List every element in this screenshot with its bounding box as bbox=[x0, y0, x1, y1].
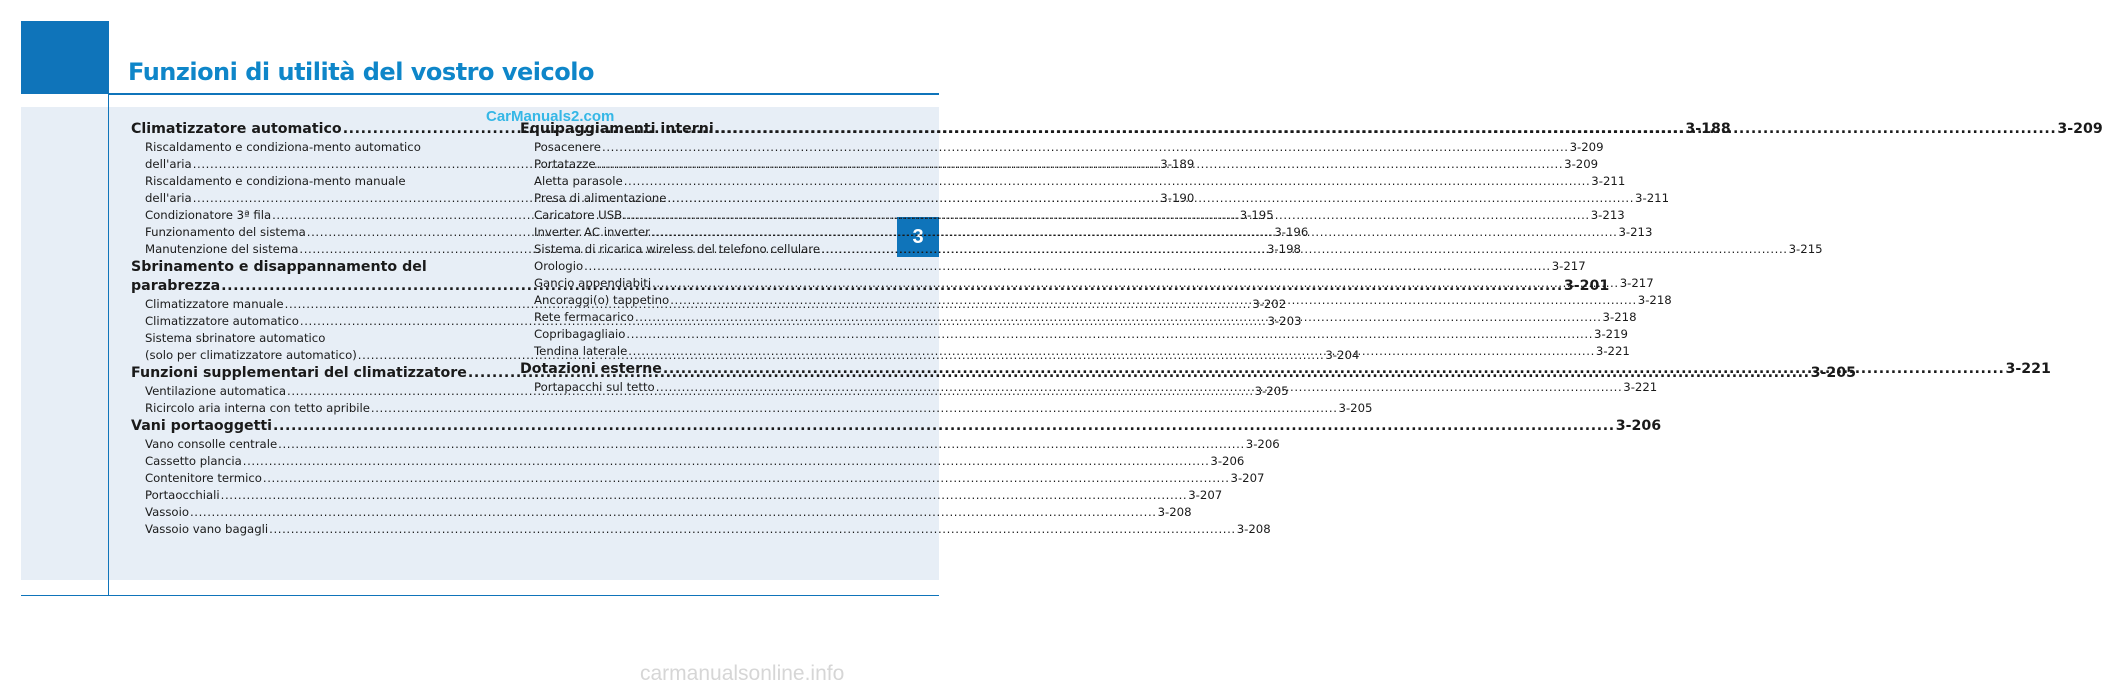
dot-leader bbox=[635, 309, 1602, 326]
toc-entry-text: Funzioni supplementari del climatizzatore bbox=[131, 365, 467, 381]
toc-entry-text: Portaocchiali bbox=[145, 488, 220, 502]
toc-entry-text: Portatazze bbox=[534, 157, 596, 171]
dot-leader bbox=[656, 379, 1623, 396]
toc-entry-text: Climatizzatore automatico bbox=[145, 314, 299, 328]
toc-page-number: 3-217 bbox=[1551, 259, 1586, 273]
dot-leader bbox=[221, 487, 1188, 504]
toc-entry-text: Climatizzatore automatico bbox=[131, 121, 342, 137]
toc-entry-text: Dotazioni esterne bbox=[520, 361, 662, 377]
toc-entry[interactable] bbox=[131, 487, 1223, 504]
dot-leader bbox=[667, 190, 1634, 207]
toc-entry-text: Riscaldamento e condiziona-mento automatico bbox=[145, 140, 421, 154]
toc-entry-text: Aletta parasole bbox=[534, 174, 623, 188]
toc-entry-text: Tendina laterale bbox=[534, 344, 628, 358]
toc-page-number: 3-207 bbox=[1230, 471, 1265, 485]
toc-entry[interactable] bbox=[131, 521, 1271, 538]
toc-entry[interactable] bbox=[131, 504, 1192, 521]
dot-leader bbox=[670, 292, 1637, 309]
dot-leader bbox=[623, 207, 1590, 224]
dot-leader bbox=[715, 120, 2057, 139]
toc-entry[interactable] bbox=[520, 258, 1586, 275]
toc-page-number: 3-205 bbox=[1338, 401, 1373, 415]
toc-entry-text: Orologio bbox=[534, 259, 584, 273]
toc-section-heading[interactable] bbox=[131, 417, 1662, 436]
toc-entry-text: Vassoio bbox=[145, 505, 189, 519]
toc-entry-text: Equipaggiamenti interni bbox=[520, 121, 714, 137]
toc-entry[interactable] bbox=[520, 326, 1628, 343]
toc-page-number: 3-201 bbox=[1563, 278, 1610, 294]
toc-entry-text: Inverter AC inverter bbox=[534, 225, 650, 239]
toc-entry[interactable] bbox=[131, 470, 1265, 487]
toc-section-heading-continued bbox=[131, 258, 480, 277]
toc-page-number: 3-195 bbox=[1239, 208, 1274, 222]
toc-entry-text: Ricircolo aria interna con tetto apribile bbox=[145, 401, 370, 415]
toc-page-number: 3-213 bbox=[1590, 208, 1625, 222]
toc-entry-text: Manutenzione del sistema bbox=[145, 242, 299, 256]
toc-page-number: 3-215 bbox=[1788, 242, 1823, 256]
toc-entry-text: Portapacchi sul tetto bbox=[534, 380, 655, 394]
toc-page-number: 3-196 bbox=[1274, 225, 1309, 239]
dot-leader bbox=[597, 156, 1564, 173]
toc-page-number: 3-209 bbox=[1569, 140, 1604, 154]
toc-entry-text: parabrezza bbox=[131, 278, 221, 294]
toc-page-number: 3-189 bbox=[1160, 157, 1195, 171]
toc-page-number: 3-209 bbox=[1564, 157, 1599, 171]
toc-entry-text: Sistema di ricarica wireless del telefono cellulare bbox=[534, 242, 821, 256]
dot-leader bbox=[651, 224, 1618, 241]
toc-entry-text: dell'aria bbox=[145, 191, 192, 205]
toc-section-text: Sbrinamento e disappannamento del bbox=[131, 259, 427, 275]
toc-entry-text: Condizionatore 3ª fila bbox=[145, 208, 272, 222]
toc-entry-text: Vassoio vano bagagli bbox=[145, 522, 269, 536]
dot-leader bbox=[663, 360, 2005, 379]
toc-entry-continued bbox=[131, 173, 480, 190]
toc-entry-text: Sistema sbrinatore automatico bbox=[145, 331, 326, 345]
toc-entry[interactable] bbox=[520, 139, 1604, 156]
toc-entry[interactable] bbox=[131, 453, 1245, 470]
toc-page-number: 3-221 bbox=[1623, 380, 1658, 394]
toc-entry-text: dell'aria bbox=[145, 157, 192, 171]
toc-entry-text: Presa di alimentazione bbox=[534, 191, 667, 205]
dot-leader bbox=[602, 139, 1569, 156]
toc-entry-text: (solo per climatizzatore automatico) bbox=[145, 348, 357, 362]
dot-leader bbox=[243, 453, 1210, 470]
toc-page-number: 3-202 bbox=[1252, 297, 1287, 311]
toc-entry-continued bbox=[131, 330, 480, 347]
toc-entry-continued bbox=[131, 139, 480, 156]
toc-entry[interactable] bbox=[131, 436, 1280, 453]
toc-entry-text: Contenitore termico bbox=[145, 471, 262, 485]
toc-entry-text: Vano consolle centrale bbox=[145, 437, 278, 451]
toc-entry-text: Funzionamento del sistema bbox=[145, 225, 306, 239]
toc-page-number: 3-217 bbox=[1619, 276, 1654, 290]
toc-page-number: 3-218 bbox=[1602, 310, 1637, 324]
dot-leader bbox=[371, 400, 1338, 417]
watermark: CarManuals2.com bbox=[486, 108, 615, 125]
toc-page-number: 3-188 bbox=[1685, 121, 1731, 137]
header-blue-block bbox=[21, 21, 109, 94]
toc-page-number: 3-205 bbox=[1254, 384, 1289, 398]
toc-entry[interactable] bbox=[520, 173, 1626, 190]
toc-entry-text: Cassetto plancia bbox=[145, 454, 242, 468]
page-title: Funzioni di utilità del vostro veicolo bbox=[128, 58, 594, 86]
dot-leader bbox=[190, 504, 1157, 521]
toc-entry-text: Rete fermacarico bbox=[534, 310, 634, 324]
dot-leader bbox=[628, 343, 1595, 360]
toc-page-number: 3-204 bbox=[1325, 348, 1360, 362]
toc-page-number: 3-207 bbox=[1188, 488, 1223, 502]
toc-page-number: 3-206 bbox=[1245, 437, 1280, 451]
toc-page-number: 3-208 bbox=[1157, 505, 1192, 519]
toc-page-number: 3-206 bbox=[1615, 418, 1662, 434]
dot-leader bbox=[821, 241, 1788, 258]
toc-page-number: 3-211 bbox=[1635, 191, 1670, 205]
toc-page-number: 3-190 bbox=[1160, 191, 1195, 205]
chapter-number: 3 bbox=[912, 225, 924, 248]
dot-leader bbox=[626, 326, 1593, 343]
title-divider bbox=[109, 93, 939, 95]
toc-entry-text: Posacenere bbox=[534, 140, 601, 154]
toc-page-number: 3-221 bbox=[1595, 344, 1630, 358]
toc-entry-text: Climatizzatore manuale bbox=[145, 297, 284, 311]
dot-leader bbox=[269, 521, 1236, 538]
left-vertical-rule bbox=[108, 21, 109, 596]
toc-page-number: 3-205 bbox=[1810, 365, 1856, 381]
dot-leader bbox=[273, 417, 1615, 436]
bottom-divider bbox=[21, 595, 939, 596]
toc-page-number: 3-206 bbox=[1210, 454, 1245, 468]
toc-entry[interactable] bbox=[131, 400, 1373, 417]
toc-page-number: 3-208 bbox=[1236, 522, 1271, 536]
toc-entry-text: Riscaldamento e condiziona-mento manuale bbox=[145, 174, 406, 188]
toc-entry-text: Gancio appendiabiti bbox=[534, 276, 652, 290]
toc-page-number: 3-221 bbox=[2005, 361, 2051, 377]
dot-leader bbox=[263, 470, 1230, 487]
toc-page-number: 3-209 bbox=[2057, 121, 2103, 137]
dot-leader bbox=[624, 173, 1591, 190]
toc-page-number: 3-218 bbox=[1637, 293, 1672, 307]
toc-page-number: 3-213 bbox=[1618, 225, 1653, 239]
toc-page-number: 3-219 bbox=[1594, 327, 1628, 341]
toc-entry-text: Vani portaoggetti bbox=[131, 418, 273, 434]
toc-entry-text: Ancoraggi(o) tappetino bbox=[534, 293, 670, 307]
dot-leader bbox=[584, 258, 1551, 275]
toc-page-number: 3-198 bbox=[1267, 242, 1301, 256]
site-watermark: carmanualsonline.info bbox=[640, 662, 845, 685]
dot-leader bbox=[278, 436, 1245, 453]
toc-entry-text: Caricatore USB bbox=[534, 208, 623, 222]
dot-leader bbox=[652, 275, 1619, 292]
toc-entry-text: Ventilazione automatica bbox=[145, 384, 287, 398]
toc-entry-text: Copribagagliaio bbox=[534, 327, 626, 341]
toc-page-number: 3-203 bbox=[1267, 314, 1302, 328]
toc-page-number: 3-211 bbox=[1591, 174, 1626, 188]
